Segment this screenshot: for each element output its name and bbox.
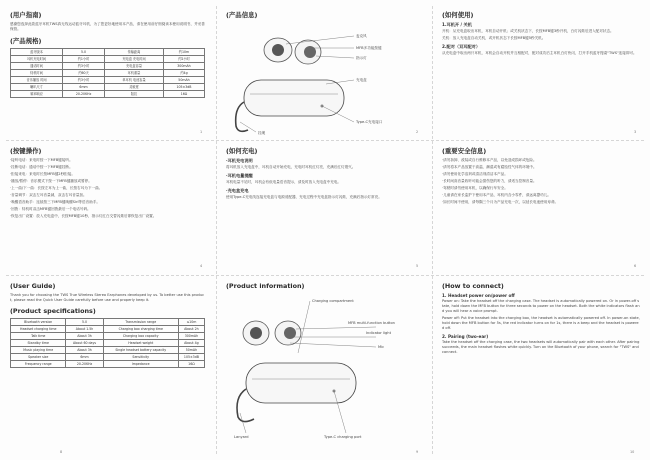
table-cell: About 60 days [66,340,103,347]
table-cell: 约3小时 [63,63,105,70]
table-row [11,56,205,63]
paragraph: 耳机电量不足时，耳机会有低电量语音提示，请及时放入充电盒中充电。 [226,180,341,184]
paragraph: 将耳机放入充电盒中，耳机自动开始充电，充电时耳机红灯亮，充满后红灯熄灭。 [226,165,356,169]
product-info-cn-panel [226,10,421,138]
paragraph: 关机：放入充电盒自动关机，或开机状态下长按MFB键5秒关机。 [442,36,546,40]
fold-line [216,6,217,454]
page-number: 9 [416,450,419,454]
intro-text: 感谢您选择此款蓝牙耳机TWS真无线运动蓝牙耳机，为了您更好地使用本产品，请在使用前仔细阅读本使用说明书，并妥善保管。 [10,22,205,31]
table-cell: 约60天 [63,70,105,77]
list-item: ·拒接来电：来电时长按MFB键2秒拒接。 [10,172,75,176]
spec-table-en [10,318,205,368]
table-cell: 300mAh [178,333,204,340]
table-cell: Impedance [103,361,178,368]
diagram-label: Indicator light [366,331,391,335]
table-cell: 5.0 [66,319,103,326]
table-cell: 传输距离 [105,49,164,56]
page-number: 8 [60,450,63,454]
table-row [11,91,205,98]
table-row [11,319,205,326]
paragraph: 从充电盒中取出两只耳机，耳机会自动开机并互相配对，配对成功后主耳机白灯快闪，打开手机蓝牙搜索"TWS"连接即可。 [442,51,637,55]
fold-line [432,6,433,454]
charging-case [244,80,344,116]
list-item: ·接听电话：来电时按一下MFB键接听。 [10,158,73,162]
diagram-label: Type-C charging port [324,435,362,439]
table-cell: About 2h [178,326,204,333]
list-item: ·儿童请在家长监护下使用本产品，耳机内含小零件，请远离婴幼儿。 [442,193,551,197]
table-cell: 耳机充电时间 [11,56,63,63]
page-number: 6 [634,264,637,268]
table-cell: 300mAh [163,63,204,70]
leader-line [316,56,354,58]
section-title: (User Guide) [10,282,56,290]
fold-line [6,140,644,141]
diagram-label: Charging compartment [312,299,354,303]
table-cell: 约1小时 [63,56,105,63]
safety-list [442,158,640,205]
subsection-heading: ·充电盒充电 [226,188,249,193]
list-item: ·请勿将本产品放置于高温、潮湿或有腐蚀性气体的环境中。 [442,165,537,169]
page-number: 2 [416,130,419,134]
table-cell: 音乐播放 时间 [11,77,63,84]
page-number: 10 [630,450,635,454]
table-cell: Frequency range [11,361,66,368]
table-cell: 50mAh [163,77,204,84]
earbud-tip [272,44,284,56]
list-item: ·挂断电话：通话中按一下MFB键挂断。 [10,165,73,169]
table-cell: 105±3dB [163,84,204,91]
diagram-label: 挂绳 [258,131,266,135]
diagram-label: Type-C充电接口 [356,120,383,124]
table-cell: About 1.5h [66,326,103,333]
table-cell: 20-20KHz [63,91,105,98]
table-cell: 50mAh [178,347,204,354]
list-item: ·长时间高音量收听可能会损伤您的听力，请适当控制音量。 [442,179,537,183]
section-title: (如何充电) [226,147,258,155]
user-guide-en-panel [10,282,205,448]
table-cell: 阻抗 [105,91,164,98]
subsection-heading: 1.耳机开 / 关机 [442,22,472,27]
list-item: ·回拨：待机时双击MFB键回拨最后一个电话号码。 [10,207,91,211]
table-cell: Music playing time [11,347,66,354]
list-item: ·音量调节：双击左耳音量减，双击右耳音量加。 [10,193,87,197]
table-cell: 待机时间 [11,70,63,77]
list-item: ·如长时间不使用，请每隔三个月为产品充电一次，以延长电池使用寿命。 [442,200,559,204]
diagram-label: MFB multi-function button [348,321,395,325]
product-diagram-en [226,293,421,443]
table-cell: Single headset battery capacity [103,347,178,354]
table-cell: 6mm [66,354,103,361]
section-title: (Product information) [226,282,305,290]
list-item: ·上一曲/下一曲：长按左耳为上一曲，长按右耳为下一曲。 [10,186,103,190]
table-cell: 通话时间 [11,63,63,70]
table-cell: Headset charging time [11,326,66,333]
list-item: ·请勿使用化学溶剂或清洁剂清洁本产品。 [442,172,508,176]
table-row [11,340,205,347]
leader-line [286,36,354,44]
operation-cn-panel [10,146,205,272]
page-number: 3 [634,130,637,134]
leader-line [298,301,310,353]
table-row [11,84,205,91]
subsection-heading: ·耳机充电说明 [226,158,253,163]
subsection-heading: 1. Headset power on/power off [442,293,515,298]
table-row [11,354,205,361]
earbud-tip [284,327,296,339]
table-cell: 喇叭尺寸 [11,84,63,91]
table-cell: Sensitivity [103,354,178,361]
section-title: (产品规格) [10,37,42,45]
table-cell: ≤10m [178,319,204,326]
table-row [11,333,205,340]
table-cell: Talk time [11,333,66,340]
diagram-label: 指示灯 [356,56,367,60]
table-row [11,70,205,77]
safety-cn-panel [442,146,640,272]
subsection-heading: 2. Pairing (two-ear) [442,334,489,339]
table-cell: 20-20KHz [66,361,103,368]
table-cell: Charging box charging time [103,326,178,333]
paragraph: Power off: Put the headset into the charging box, the headset is automatically powered off. In power-on state, hold down the MFB button for 5s, the red indicator turns on for 1s, there is a beep and the headset is powered off. [442,316,640,330]
how-connect-en-panel [442,282,640,448]
list-item: ·唤醒语音助手：连续按三下MFB键唤醒Siri等语音助手。 [10,200,100,204]
paragraph: 开机：从充电盒取出耳机，耳机自动开机；或关机状态下，长按MFB键3秒开机，白灯闪烁后进入配对状态。 [442,29,614,33]
leader-line [296,327,376,329]
page-number: 4 [200,264,203,268]
diagram-label: MFB多功能按键 [356,46,382,50]
diagram-label: Lanyard [234,435,249,439]
table-cell: 约10m [163,49,204,56]
section-title: (重要安全信息) [442,147,487,155]
table-cell: 频率响应 [11,91,63,98]
spec-table-cn [10,48,205,98]
fold-line [6,275,644,276]
charging-case [246,363,356,403]
table-cell: 充电盒 充电时间 [105,56,164,63]
diagram-label: Mic [378,345,385,349]
section-title: (How to connect) [442,282,504,290]
table-row [11,63,205,70]
connect-cn-panel [442,10,640,138]
leader-line [240,413,246,433]
page-number: 1 [200,130,203,134]
table-cell: 灵敏度 [105,84,164,91]
table-cell: Charging box capacity [103,333,178,340]
list-item: ·请勿拆卸、改装或自行维修本产品，以免造成损坏或危险。 [442,158,537,162]
leader-line [290,343,376,347]
product-diagram-cn [226,22,421,138]
table-cell: Standby time [11,340,66,347]
table-cell: 105±3dB [178,354,204,361]
table-cell: Transmission range [103,319,178,326]
table-cell: Headset weight [103,340,178,347]
section-title: (Product specifications) [10,307,96,315]
list-item: ·恢复出厂设置：放入充电盒中，长按MFB键10秒，指示灯红白交替闪烁后即恢复出厂设置。 [10,214,157,218]
section-title: (产品信息) [226,11,258,19]
table-cell: 充电盒容量 [105,63,164,70]
table-cell: Bluetooth version [11,319,66,326]
list-item: ·播放/暂停：音乐模式下按一下MFB键播放或暂停。 [10,179,92,183]
table-cell: 耳机重量 [105,70,164,77]
page-number: 5 [416,264,419,268]
subsection-heading: ·耳机电量提醒 [226,173,253,178]
charging-cn-panel [226,146,421,272]
subsection-heading: 2.配对（双耳配对） [442,44,481,49]
table-cell: 6mm [63,84,105,91]
table-cell: 16Ω [163,91,204,98]
table-cell: About 4g [178,340,204,347]
table-row [11,49,205,56]
table-cell: 约2小时 [163,56,204,63]
section-title: (如何使用) [442,11,474,19]
paragraph: Take the headset off the charging case, the two headsets will automatically pair with each other. After pairing succeeds, the main headset flashes white quickly. Turn on the Bluetooth of your phone, search for "TWS" and connect. [442,340,640,354]
paragraph: Power on: Take the headset off the charging case. The headset is automatically powered on. Or in power-off state, hold down the MFB button for three seconds to power on the headset. Both the white indicators flash and you will hear a voice prompt. [442,299,640,313]
paragraph: 使用Type-C充电线连接充电盒与电源适配器，充电过程中充电盒指示灯闪烁，充满后指示灯常亮。 [226,195,382,199]
section-title: (按键操作) [10,147,42,155]
earbud-tip [250,327,262,339]
table-row [11,347,205,354]
diagram-label: 麦克风 [356,34,367,38]
table-cell: 约4g [163,70,204,77]
table-cell: 单耳机 电池容量 [105,77,164,84]
table-cell: About 3h [66,347,103,354]
operation-list [10,158,205,219]
table-row [11,326,205,333]
diagram-label: 充电盒 [356,78,367,82]
table-row [11,77,205,84]
table-cell: About 3h [66,333,103,340]
table-cell: Speaker size [11,354,66,361]
table-cell: 5.0 [63,49,105,56]
list-item: ·驾驶时请勿使用耳机，以确保行车安全。 [442,186,508,190]
intro-text: Thank you for choosing the TWS True Wireless Stereo Earphones developed by us. To better use this product, please read the Quick User Guide carefully before use and properly keep it. [10,293,205,302]
table-cell: 16Ω [178,361,204,368]
product-info-en-panel [226,282,421,448]
user-guide-cn-panel [10,10,205,138]
table-cell: 蓝牙版本 [11,49,63,56]
table-cell: 约3小时 [63,77,105,84]
section-title: (用户指南) [10,11,42,19]
table-row [11,361,205,368]
